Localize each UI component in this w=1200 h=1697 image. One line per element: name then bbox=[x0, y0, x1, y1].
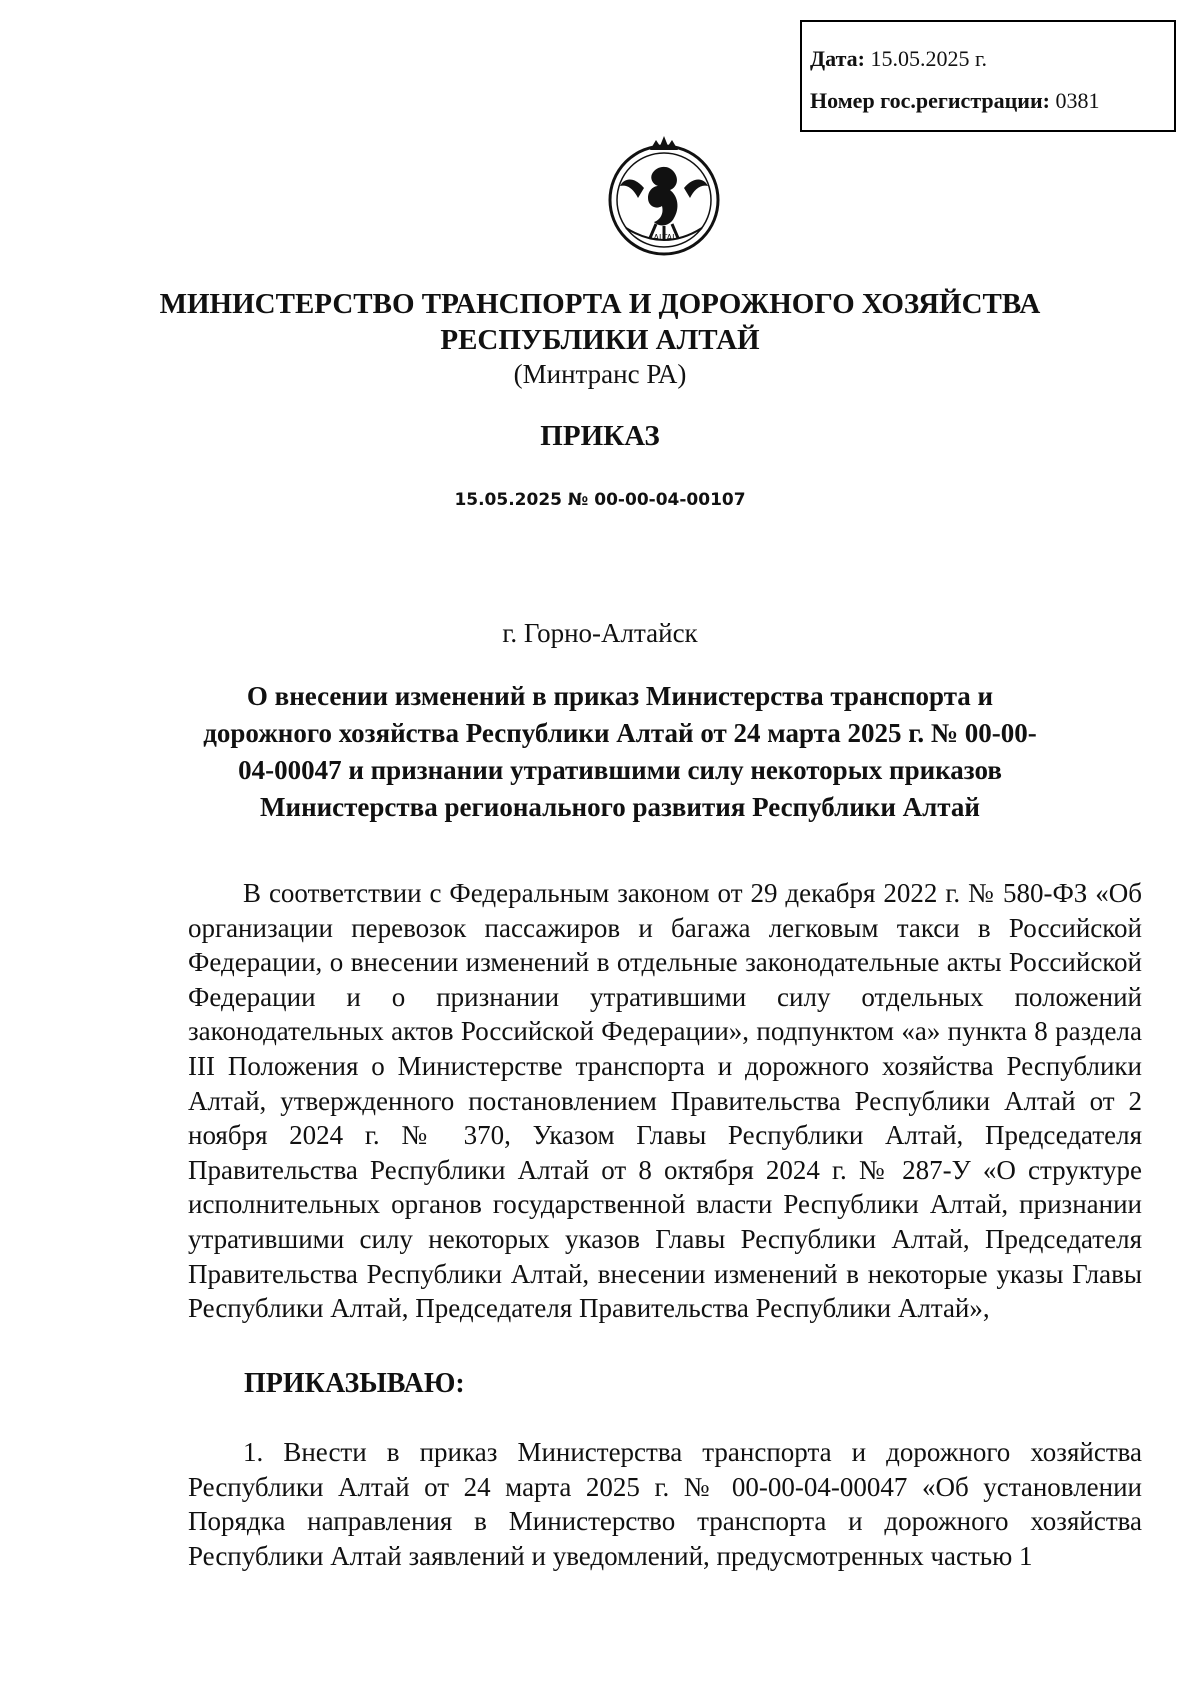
order-item-1: 1. Внести в приказ Министерства транспорта и дорожного хозяйства Республики Алтай от 24 марта 2025 г. № 00-00-04-00047 «Об установлении Порядка направления в Министерство транспорта и дорожного хозяйства Республики Алтай заявлений и уведомлений, предусмотренных частью 1 bbox=[188, 1437, 1142, 1571]
ministry-short-name: (Минтранс РА) bbox=[513, 359, 687, 389]
preamble-paragraph: В соответствии с Федеральным законом от 29 декабря 2022 г. № 580-ФЗ «Об организации перевозок пассажиров и багажа легковым такси в Российской Федерации, о внесении изменений в отдельные законодательные акты Российской Федерации и о признании утратившими силу отдельных положений законодательных актов Российской Федерации», подпунктом «а» пункта 8 раздела III Положения о Министерстве транспорта и дорожного хозяйства Республики Алтай, утвержденного постановлением Правительства Республики Алтай от 2 ноября 2024 г. № 370, Указом Главы Республики Алтай, Председателя Правительства Республики Алтай от 8 октября 2024 г. № 287-У «О структуре исполнительных органов государственной власти Республики Алтай, признании утратившими силу некоторых указов Главы Республики Алтай, Председателя Правительства Республики Алтай, внесении изменений в некоторые указы Главы Республики Алтай, Председателя Правительства Республики Алтай», bbox=[188, 878, 1142, 1324]
date-value: 15.05.2025 г. bbox=[870, 46, 988, 71]
coat-of-arms-icon bbox=[594, 128, 734, 268]
document-city: г. Горно-Алтайск bbox=[502, 618, 698, 648]
registration-number bbox=[810, 80, 1174, 122]
document-type: ПРИКАЗ bbox=[540, 420, 660, 452]
ministry-name bbox=[0, 286, 1200, 358]
svg-text:ALTAI: ALTAI bbox=[653, 233, 675, 242]
registration-date bbox=[810, 38, 1174, 80]
ministry-line-1: МИНИСТЕРСТВО ТРАНСПОРТА И ДОРОЖНОГО ХОЗЯЙСТВА bbox=[159, 288, 1041, 320]
number-value: 0381 bbox=[1055, 88, 1100, 113]
ministry-line-2: РЕСПУБЛИКИ АЛТАЙ bbox=[440, 324, 760, 356]
order-heading: ПРИКАЗЫВАЮ: bbox=[244, 1368, 465, 1399]
date-label: Дата: bbox=[810, 46, 865, 71]
number-label: Номер гос.регистрации: bbox=[810, 88, 1050, 113]
document-title: О внесении изменений в приказ Министерства транспорта и дорожного хозяйства Республики Алтай от 24 марта 2025 г. № 00-00-04-00047 и признании утратившими силу некоторых приказов Министерства регионального развития Республики Алтай bbox=[203, 681, 1037, 822]
registration-stamp bbox=[800, 20, 1176, 132]
document-number: 15.05.2025 № 00-00-04-00107 bbox=[454, 490, 746, 510]
